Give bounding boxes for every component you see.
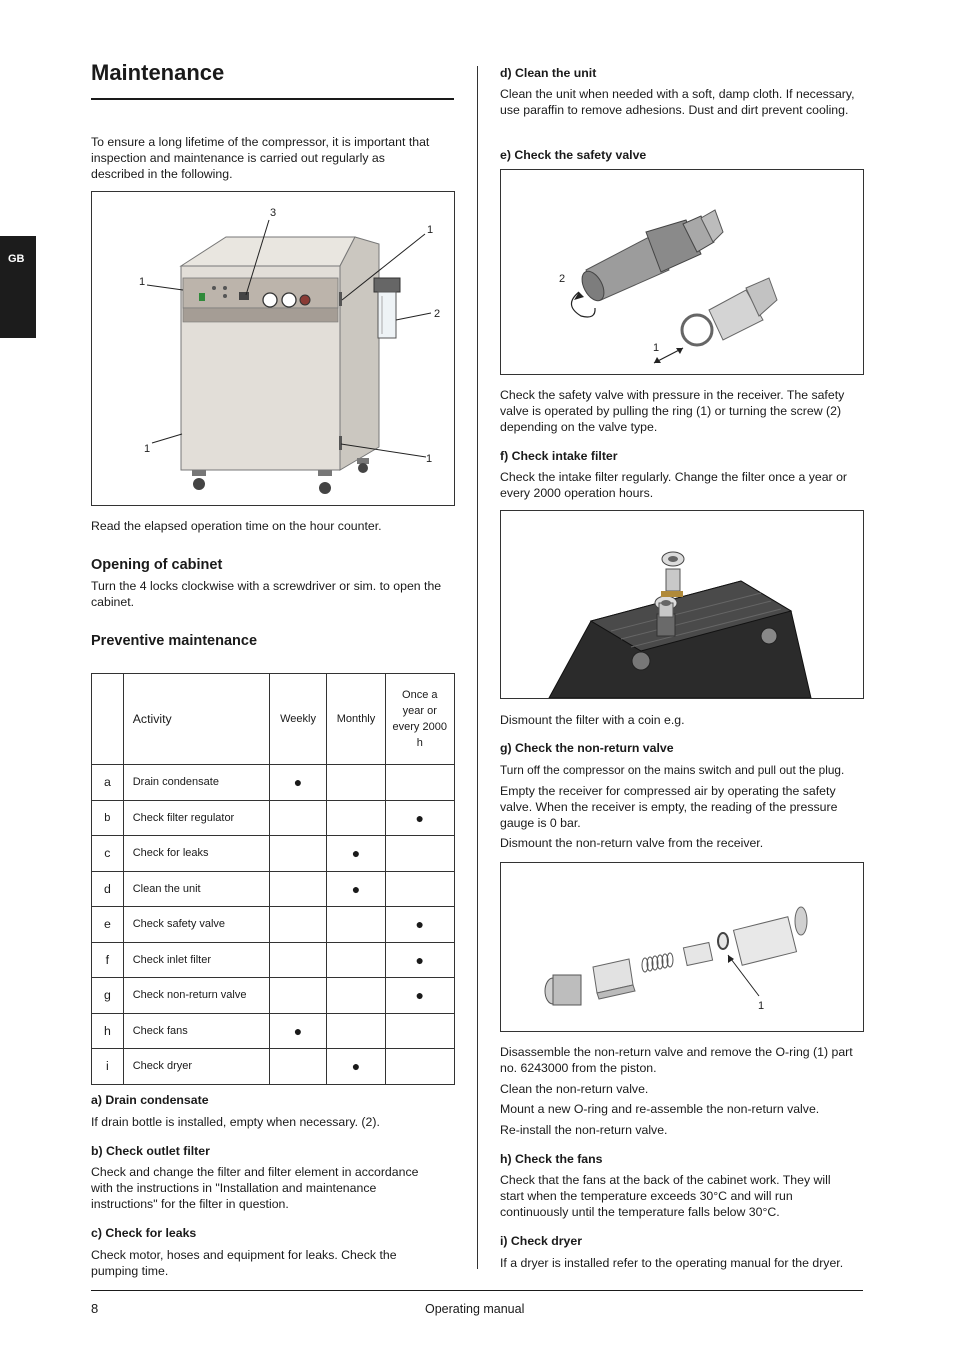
monthly-mark <box>327 765 385 801</box>
cabinet-illustration <box>92 192 454 505</box>
table-row <box>92 1013 455 1049</box>
safety-valve-label-2: 2 <box>559 273 566 285</box>
section-g-p6: Mount a new O-ring and re-assemble the non-return valve. <box>500 1102 820 1116</box>
fig1-label-1-right-upper: 1 <box>427 224 434 236</box>
section-h-text: Check that the fans at the back of the cabinet work. They will start when the temperature exceeds 30°C and will run continuously until the temperature falls below 30°C. <box>500 1173 831 1219</box>
row-activity: Check safety valve <box>123 907 269 943</box>
page-number: 8 <box>91 1301 99 1316</box>
table-header-row <box>92 674 455 765</box>
section-e-text: Check the safety valve with pressure in the receiver. The safety valve is operated by pulling the ring (1) or turning the screw (2) depending on the valve type. <box>500 388 845 434</box>
monthly-mark: ● <box>327 836 385 872</box>
row-activity: Check filter regulator <box>123 800 269 836</box>
intake-filter-figure <box>500 510 864 699</box>
section-f-text: Check the intake filter regularly. Change the filter once a year or every 2000 operation hours. <box>500 470 847 500</box>
weekly-header: Weekly <box>269 674 327 765</box>
section-g-p2: Empty the receiver for compressed air by operating the safety valve. When the receiver is empty, the reading of the pressure gauge is 0 bar. <box>500 784 838 830</box>
intro-text: To ensure a long lifetime of the compressor, it is important that inspection and maintenance is carried out regularly as described in the following. <box>91 135 430 181</box>
section-b-text: Check and change the filter and filter element in accordance with the instructions in "Installation and maintenance instructions" for the filter in question. <box>91 1165 419 1211</box>
row-letter: h <box>92 1013 124 1049</box>
row-activity: Check fans <box>123 1013 269 1049</box>
section-h-heading: h) Check the fans <box>500 1152 603 1166</box>
row-activity: Check dryer <box>123 1049 269 1085</box>
safety-valve-illustration <box>501 170 863 374</box>
cabinet-figure <box>91 191 455 506</box>
yearly-mark <box>385 871 454 907</box>
yearly-mark <box>385 1049 454 1085</box>
yearly-mark <box>385 765 454 801</box>
section-f-after-figure: Dismount the filter with a coin e.g. <box>500 713 685 727</box>
monthly-mark <box>327 907 385 943</box>
page-title: Maintenance <box>91 60 225 85</box>
table-row <box>92 978 455 1014</box>
section-g-p7: Re-install the non-return valve. <box>500 1123 668 1137</box>
section-i-heading: i) Check dryer <box>500 1234 583 1248</box>
row-letter: i <box>92 1049 124 1085</box>
fig1-label-1-right-lower: 1 <box>426 453 433 465</box>
section-i-text: If a dryer is installed refer to the operating manual for the dryer. <box>500 1256 844 1270</box>
yearly-mark: ● <box>385 942 454 978</box>
fig1-label-1-left-lower: 1 <box>144 443 151 455</box>
section-b-heading: b) Check outlet filter <box>91 1144 210 1158</box>
table-row <box>92 800 455 836</box>
section-d-heading: d) Clean the unit <box>500 66 597 80</box>
letter-header <box>92 674 124 765</box>
fig1-label-1-left-upper: 1 <box>139 276 146 288</box>
row-letter: b <box>92 800 124 836</box>
table-row <box>92 1049 455 1085</box>
opening-heading: Opening of cabinet <box>91 557 223 573</box>
table-row <box>92 871 455 907</box>
fig1-label-3: 3 <box>270 207 277 219</box>
yearly-mark: ● <box>385 978 454 1014</box>
non-return-valve-illustration <box>501 863 863 1031</box>
section-a-text: If drain bottle is installed, empty when necessary. (2). <box>91 1115 380 1129</box>
monthly-mark <box>327 942 385 978</box>
weekly-mark <box>269 836 327 872</box>
weekly-mark <box>269 871 327 907</box>
monthly-header: Monthly <box>327 674 385 765</box>
row-activity: Drain condensate <box>123 765 269 801</box>
section-g-p4: Disassemble the non-return valve and remove the O-ring (1) part no. 6243000 from the piston. <box>500 1045 853 1075</box>
table-row <box>92 836 455 872</box>
maintenance-table <box>91 673 455 1085</box>
monthly-mark <box>327 800 385 836</box>
non-return-valve-label-1: 1 <box>758 1000 765 1012</box>
row-letter: a <box>92 765 124 801</box>
yearly-mark: ● <box>385 907 454 943</box>
preventive-heading: Preventive maintenance <box>91 633 258 649</box>
table-row <box>92 765 455 801</box>
activity-header: Activity <box>123 674 269 765</box>
opening-text: Turn the 4 locks clockwise with a screwdriver or sim. to open the cabinet. <box>91 579 442 609</box>
row-activity: Check non-return valve <box>123 978 269 1014</box>
yearly-header: Once a year or every 2000 h <box>385 674 454 765</box>
monthly-mark <box>327 978 385 1014</box>
monthly-mark <box>327 1013 385 1049</box>
section-g-p5: Clean the non-return valve. <box>500 1082 649 1096</box>
weekly-mark <box>269 942 327 978</box>
weekly-mark: ● <box>269 765 327 801</box>
title-rule <box>91 98 454 100</box>
monthly-mark: ● <box>327 1049 385 1085</box>
section-c-heading: c) Check for leaks <box>91 1226 197 1240</box>
column-separator <box>477 66 478 1269</box>
table-row <box>92 907 455 943</box>
row-letter: g <box>92 978 124 1014</box>
row-activity: Check for leaks <box>123 836 269 872</box>
yearly-mark: ● <box>385 800 454 836</box>
section-c-text: Check motor, hoses and equipment for leaks. Check the pumping time. <box>91 1248 397 1278</box>
section-a-heading: a) Drain condensate <box>91 1093 209 1107</box>
section-e-heading: e) Check the safety valve <box>500 148 647 162</box>
footer-title: Operating manual <box>425 1302 525 1316</box>
yearly-mark <box>385 1013 454 1049</box>
intake-filter-illustration <box>501 511 863 698</box>
weekly-mark: ● <box>269 1013 327 1049</box>
section-g-p1: Turn off the compressor on the mains switch and pull out the plug. <box>500 763 845 777</box>
row-activity: Clean the unit <box>123 871 269 907</box>
language-tab <box>0 236 36 338</box>
footer-rule <box>91 1290 863 1291</box>
weekly-mark <box>269 978 327 1014</box>
row-letter: f <box>92 942 124 978</box>
non-return-valve-figure <box>500 862 864 1032</box>
language-tab-label: GB <box>8 253 25 265</box>
hour-counter-text: Read the elapsed operation time on the hour counter. <box>91 519 382 533</box>
section-g-heading: g) Check the non-return valve <box>500 741 674 755</box>
row-activity: Check inlet filter <box>123 942 269 978</box>
section-g-p3: Dismount the non-return valve from the receiver. <box>500 836 764 850</box>
monthly-mark: ● <box>327 871 385 907</box>
table-row <box>92 942 455 978</box>
section-d-text: Clean the unit when needed with a soft, damp cloth. If necessary, use paraffin to remove adhesions. Dust and dirt prevent cooling. <box>500 87 855 117</box>
row-letter: d <box>92 871 124 907</box>
weekly-mark <box>269 1049 327 1085</box>
fig1-label-2: 2 <box>434 308 441 320</box>
weekly-mark <box>269 907 327 943</box>
safety-valve-figure <box>500 169 864 375</box>
weekly-mark <box>269 800 327 836</box>
row-letter: c <box>92 836 124 872</box>
safety-valve-label-1: 1 <box>653 342 660 354</box>
row-letter: e <box>92 907 124 943</box>
section-f-heading: f) Check intake filter <box>500 449 618 463</box>
yearly-mark <box>385 836 454 872</box>
